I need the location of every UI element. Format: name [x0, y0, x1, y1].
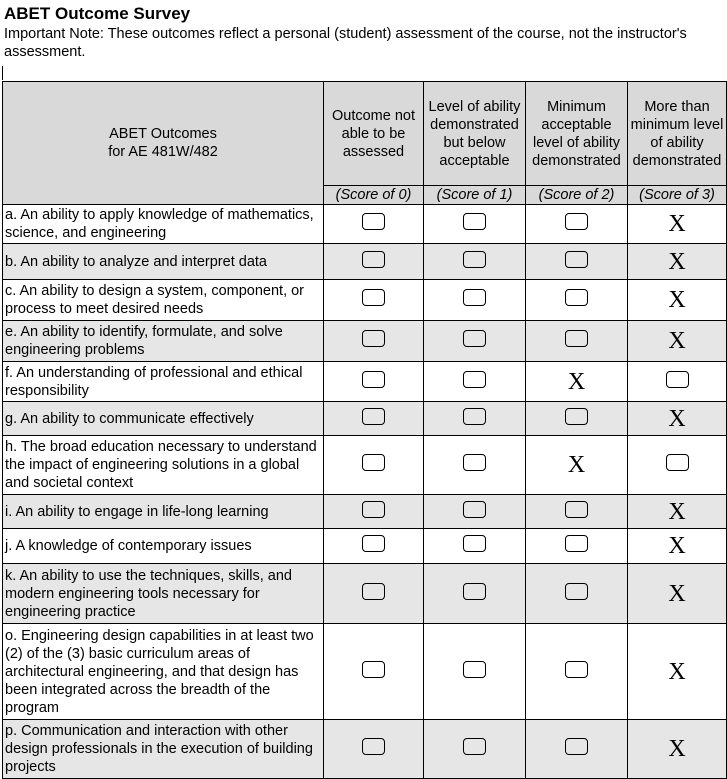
rating-cell-score-2[interactable]	[526, 436, 628, 495]
rating-cell-score-1[interactable]	[424, 321, 526, 362]
rating-cell-score-2[interactable]	[526, 720, 628, 779]
rating-cell-score-1[interactable]	[424, 205, 526, 244]
rating-cell-score-3[interactable]	[628, 564, 727, 624]
table-row	[3, 280, 727, 321]
selected-x-mark[interactable]: X	[567, 368, 586, 395]
selected-x-mark[interactable]: X	[668, 287, 686, 313]
rating-cell-score-0[interactable]	[324, 244, 424, 280]
outcome-label: c. An ability to design a system, component, or process to meet desired needs	[3, 280, 324, 321]
table-row	[3, 495, 727, 529]
rating-checkbox[interactable]	[463, 501, 486, 518]
outcome-label: k. An ability to use the techniques, skills, and modern engineering tools necessary for engineering practice	[3, 564, 324, 624]
rating-cell-score-1[interactable]	[424, 436, 526, 495]
outcome-label: i. An ability to engage in life-long learning	[3, 495, 324, 529]
rating-cell-score-0[interactable]	[324, 436, 424, 495]
column-header-score-2: Minimum acceptable level of ability demonstrated	[526, 82, 628, 186]
outcomes-header	[3, 82, 324, 205]
rating-cell-score-2[interactable]	[526, 495, 628, 529]
rating-checkbox[interactable]	[565, 738, 588, 755]
score-label-0: (Score of 0)	[324, 186, 424, 205]
rating-cell-score-2[interactable]	[526, 205, 628, 244]
outcome-label: o. Engineering design capabilities in at least two (2) of the (3) basic curriculum areas of architectural engineering, and that design has been integrated across the breadth of the program	[3, 624, 324, 720]
rating-checkbox[interactable]	[362, 454, 385, 471]
rating-checkbox[interactable]	[362, 213, 385, 230]
rating-checkbox[interactable]	[565, 330, 588, 347]
rating-cell-score-0[interactable]	[324, 720, 424, 779]
selected-x-mark[interactable]: X	[668, 211, 686, 237]
rating-checkbox[interactable]	[565, 408, 588, 425]
outcome-label: a. An ability to apply knowledge of mathematics, science, and engineering	[3, 205, 324, 244]
outcome-label: f. An understanding of professional and ethical responsibility	[3, 362, 324, 402]
rating-cell-score-1[interactable]	[424, 529, 526, 564]
table-row	[3, 362, 727, 402]
rating-checkbox[interactable]	[463, 330, 486, 347]
rating-cell-score-2[interactable]	[526, 529, 628, 564]
rating-checkbox[interactable]	[463, 738, 486, 755]
rating-cell-score-3[interactable]	[628, 244, 727, 280]
rating-cell-score-3[interactable]	[628, 495, 727, 529]
table-row	[3, 244, 727, 280]
rating-checkbox[interactable]	[463, 289, 486, 306]
table-row	[3, 436, 727, 495]
rating-checkbox[interactable]	[362, 408, 385, 425]
rating-cell-score-1[interactable]	[424, 564, 526, 624]
table-row	[3, 720, 727, 779]
column-header-score-0: Outcome not able to be assessed	[324, 82, 424, 186]
rating-checkbox[interactable]	[463, 661, 486, 678]
rating-cell-score-2[interactable]	[526, 362, 628, 402]
score-label-3: (Score of 3)	[628, 186, 727, 205]
outcome-label: p. Communication and interaction with other design professionals in the execution of building projects	[3, 720, 324, 779]
rating-cell-score-3[interactable]	[628, 321, 727, 362]
rating-checkbox[interactable]	[565, 661, 588, 678]
rating-cell-score-1[interactable]	[424, 495, 526, 529]
rating-cell-score-3[interactable]	[628, 402, 727, 436]
rating-checkbox[interactable]	[463, 535, 486, 552]
outcome-label: e. An ability to identify, formulate, and solve engineering problems	[3, 321, 324, 362]
rating-cell-score-0[interactable]	[324, 495, 424, 529]
column-header-score-1: Level of ability demonstrated but below acceptable	[424, 82, 526, 186]
rating-cell-score-3[interactable]	[628, 362, 727, 402]
column-header-score-3: More than minimum level of ability demonstrated	[628, 82, 727, 186]
rating-cell-score-2[interactable]	[526, 244, 628, 280]
outcome-label: h. The broad education necessary to understand the impact of engineering solutions in a global and societal context	[3, 436, 324, 495]
rating-cell-score-0[interactable]	[324, 402, 424, 436]
selected-x-mark[interactable]: X	[668, 248, 686, 275]
rating-checkbox[interactable]	[565, 213, 588, 230]
rating-cell-score-3[interactable]	[628, 529, 727, 564]
rating-checkbox[interactable]	[362, 501, 385, 518]
outcomes-header-line1: ABET Outcomes	[109, 126, 217, 142]
rating-checkbox[interactable]	[362, 371, 385, 388]
rating-cell-score-0[interactable]	[324, 624, 424, 720]
selected-x-mark[interactable]: X	[668, 658, 686, 685]
rating-checkbox[interactable]	[362, 583, 385, 600]
rating-cell-score-1[interactable]	[424, 720, 526, 779]
table-row	[3, 321, 727, 362]
outcome-label: j. A knowledge of contemporary issues	[3, 529, 324, 564]
selected-x-mark[interactable]: X	[668, 580, 686, 607]
rating-checkbox[interactable]	[463, 251, 486, 268]
table-row	[3, 564, 727, 624]
selected-x-mark[interactable]: X	[668, 328, 686, 354]
rating-cell-score-1[interactable]	[424, 624, 526, 720]
rating-cell-score-0[interactable]	[324, 321, 424, 362]
table-row	[3, 529, 727, 564]
page-title: ABET Outcome Survey	[4, 4, 191, 23]
rating-cell-score-0[interactable]	[324, 529, 424, 564]
outcome-table	[2, 81, 727, 779]
rating-checkbox[interactable]	[362, 330, 385, 347]
table-row	[3, 402, 727, 436]
outcome-rows	[3, 205, 727, 779]
selected-x-mark[interactable]: X	[567, 452, 586, 478]
selected-x-mark[interactable]: X	[668, 405, 686, 432]
rating-checkbox[interactable]	[362, 535, 385, 552]
selected-x-mark[interactable]: X	[668, 533, 686, 559]
rating-cell-score-3[interactable]	[628, 720, 727, 779]
rating-cell-score-2[interactable]	[526, 280, 628, 321]
table-row	[3, 624, 727, 720]
rating-cell-score-3[interactable]	[628, 205, 727, 244]
rating-checkbox[interactable]	[463, 371, 486, 388]
margin-mark	[2, 66, 3, 80]
outcome-label: b. An ability to analyze and interpret data	[3, 244, 324, 280]
rating-cell-score-0[interactable]	[324, 280, 424, 321]
rating-cell-score-2[interactable]	[526, 564, 628, 624]
important-note: Important Note: These outcomes reflect a personal (student) assessment of the course, not the instructor's assessment.	[4, 26, 687, 60]
rating-checkbox[interactable]	[362, 738, 385, 755]
rating-checkbox[interactable]	[463, 408, 486, 425]
rating-checkbox[interactable]	[362, 289, 385, 306]
rating-cell-score-0[interactable]	[324, 564, 424, 624]
outcome-label: g. An ability to communicate effectively	[3, 402, 324, 436]
rating-cell-score-0[interactable]	[324, 205, 424, 244]
rating-checkbox[interactable]	[666, 371, 689, 388]
rating-cell-score-1[interactable]	[424, 402, 526, 436]
rating-checkbox[interactable]	[565, 289, 588, 306]
rating-checkbox[interactable]	[565, 251, 588, 268]
score-label-2: (Score of 2)	[526, 186, 628, 205]
outcomes-header-line2: for AE 481W/482	[108, 144, 218, 160]
rating-checkbox[interactable]	[565, 535, 588, 552]
rating-cell-score-1[interactable]	[424, 280, 526, 321]
score-label-1: (Score of 1)	[424, 186, 526, 205]
rating-cell-score-3[interactable]	[628, 436, 727, 495]
rating-cell-score-3[interactable]	[628, 624, 727, 720]
rating-checkbox[interactable]	[362, 251, 385, 268]
rating-cell-score-2[interactable]	[526, 624, 628, 720]
rating-checkbox[interactable]	[565, 583, 588, 600]
table-row	[3, 205, 727, 244]
selected-x-mark[interactable]: X	[668, 498, 686, 525]
rating-checkbox[interactable]	[463, 454, 486, 471]
rating-checkbox[interactable]	[666, 454, 689, 471]
rating-checkbox[interactable]	[565, 501, 588, 518]
selected-x-mark[interactable]: X	[668, 736, 686, 762]
rating-cell-score-1[interactable]	[424, 362, 526, 402]
rating-cell-score-0[interactable]	[324, 362, 424, 402]
rating-cell-score-3[interactable]	[628, 280, 727, 321]
rating-checkbox[interactable]	[463, 213, 486, 230]
rating-cell-score-1[interactable]	[424, 244, 526, 280]
rating-cell-score-2[interactable]	[526, 321, 628, 362]
rating-checkbox[interactable]	[362, 661, 385, 678]
rating-checkbox[interactable]	[463, 583, 486, 600]
rating-cell-score-2[interactable]	[526, 402, 628, 436]
